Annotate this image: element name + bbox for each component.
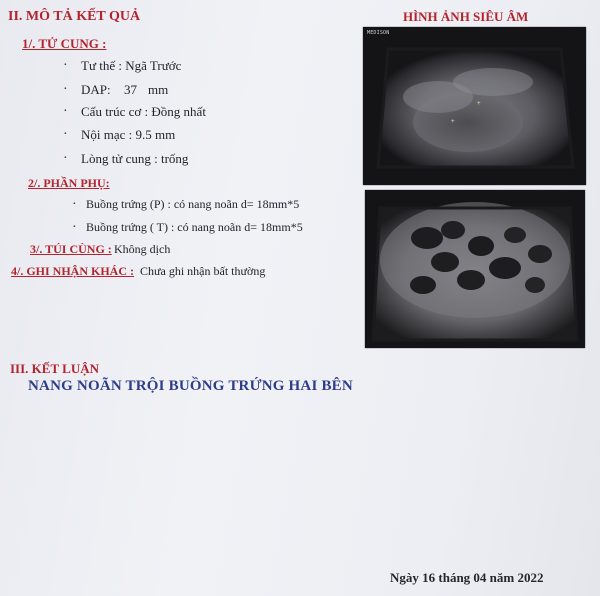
ultrasound-uterus-graphic xyxy=(363,27,586,185)
svg-text:+: + xyxy=(451,118,455,125)
cul-de-sac-heading: 3/. TÚI CÙNG : xyxy=(30,242,112,256)
bullet-icon: · xyxy=(72,197,77,212)
cul-de-sac-value: Không dịch xyxy=(114,242,171,256)
ultrasound-image-uterus xyxy=(363,27,586,185)
conclusion-text: NANG NOÃN TRỘI BUỒNG TRỨNG HAI BÊN xyxy=(28,378,353,394)
uterus-structure: Cấu trúc cơ : Đồng nhất xyxy=(81,104,206,119)
uterus-dap-unit: mm xyxy=(148,82,169,97)
uterus-cavity: Lòng tử cung : trống xyxy=(81,151,189,166)
bullet-icon: · xyxy=(63,104,68,119)
bullet-icon: · xyxy=(63,82,68,97)
other-findings-value: Chưa ghi nhận bất thường xyxy=(140,264,266,278)
uterus-heading: 1/. TỬ CUNG : xyxy=(22,36,107,51)
bullet-icon: · xyxy=(63,58,68,73)
uterus-endometrium: Nội mạc : 9.5 mm xyxy=(81,127,176,142)
uterus-dap-label: DAP: xyxy=(81,82,111,97)
ultrasound-brand: MEDISON xyxy=(367,30,390,36)
bullet-icon: · xyxy=(63,127,68,142)
right-ovary: Buồng trứng (P) : có nang noãn d= 18mm*5 xyxy=(86,197,300,211)
uterus-dap-value: 37 xyxy=(124,82,137,97)
ultrasound-image-ovary xyxy=(365,190,585,348)
section-iii-title: III. KẾT LUẬN xyxy=(10,361,99,376)
left-ovary: Buồng trứng ( T) : có nang noãn d= 18mm*5 xyxy=(86,220,303,234)
ultrasound-images-heading: HÌNH ẢNH SIÊU ÂM xyxy=(403,9,529,24)
svg-text:+: + xyxy=(477,100,481,107)
adnexa-heading: 2/. PHẦN PHỤ: xyxy=(28,176,110,190)
ultrasound-ovary-graphic xyxy=(365,190,585,348)
report-date: Ngày 16 tháng 04 năm 2022 xyxy=(390,570,544,585)
uterus-position: Tư thế : Ngã Trước xyxy=(81,58,182,73)
bullet-icon: · xyxy=(63,151,68,166)
section-ii-title: II. MÔ TẢ KẾT QUẢ xyxy=(8,9,141,24)
other-findings-heading: 4/. GHI NHẬN KHÁC : xyxy=(11,264,134,278)
bullet-icon: · xyxy=(72,220,77,235)
